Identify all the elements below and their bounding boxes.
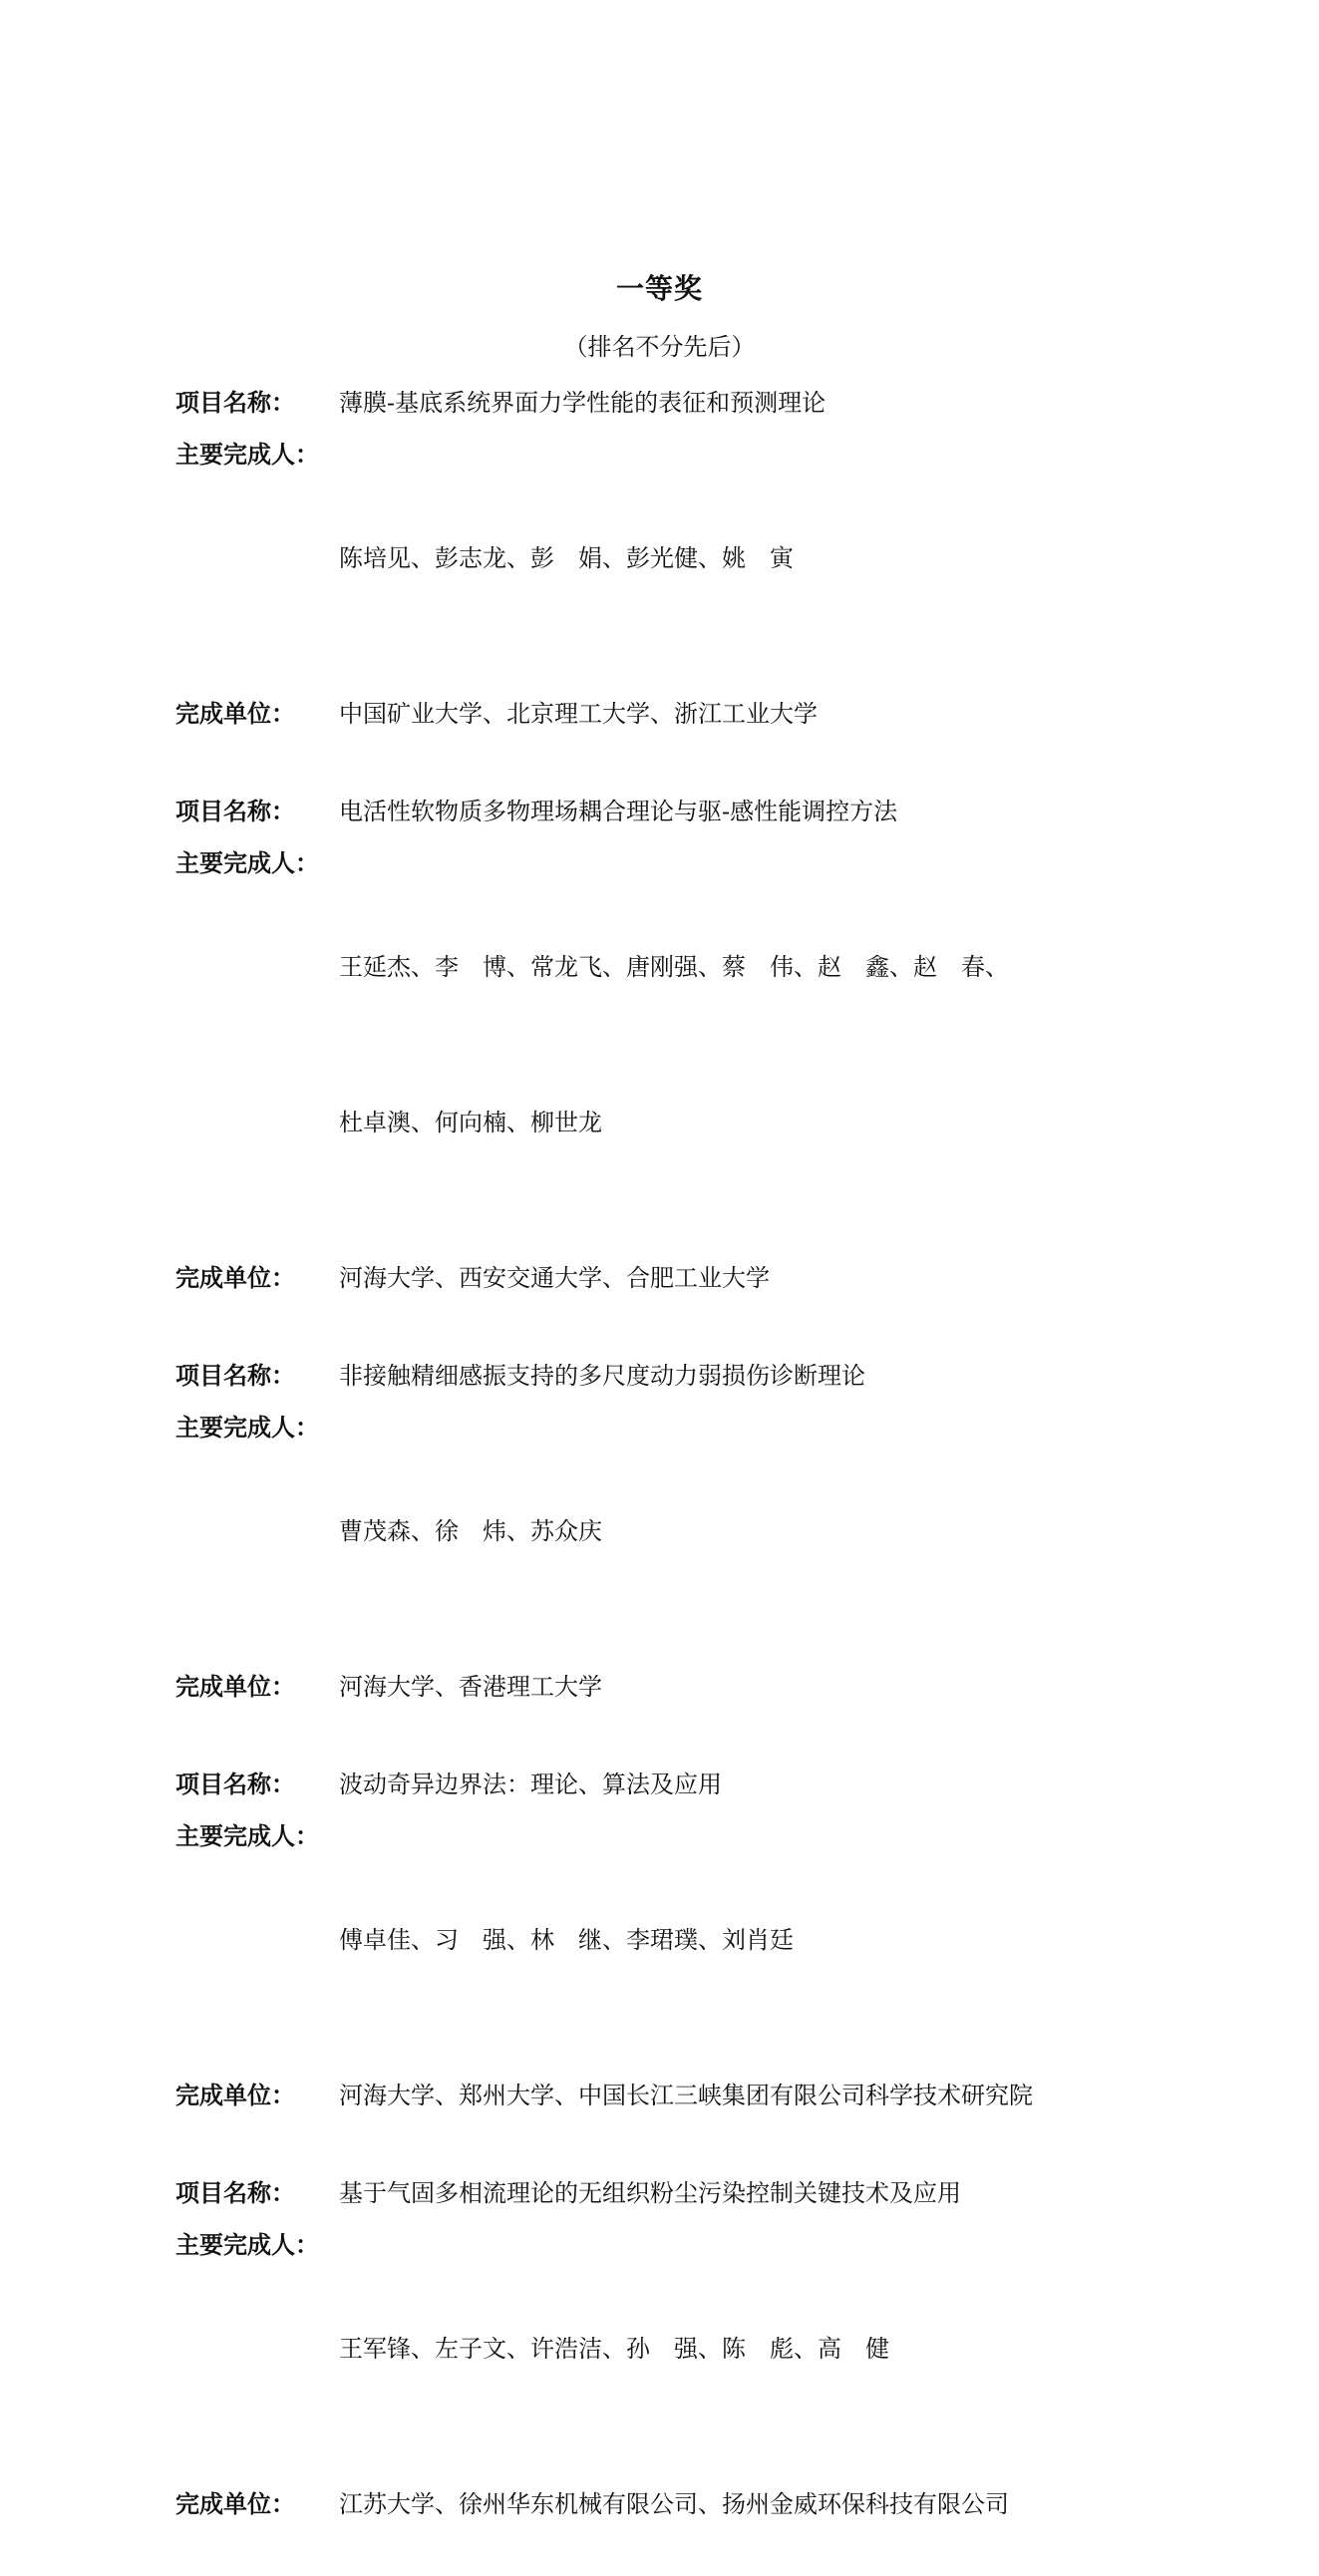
contributors-line: 傅卓佳、习 强、林 继、李珺璞、刘肖廷 <box>339 1926 794 1954</box>
project-name-label: 项目名称： <box>175 798 295 825</box>
units-value: 河海大学、香港理工大学 <box>339 1673 602 1701</box>
contributors-row <box>175 1810 1172 2070</box>
project-name-row <box>175 377 1172 429</box>
contributors-value <box>339 2219 1172 2478</box>
project-name-label: 项目名称： <box>175 389 295 417</box>
project-name-label: 项目名称： <box>175 1362 295 1390</box>
contributors-label: 主要完成人： <box>175 1822 319 1850</box>
project-name-row <box>175 1759 1172 1810</box>
contributors-value <box>339 837 1172 1252</box>
units-label: 完成单位： <box>175 700 295 728</box>
units-value: 中国矿业大学、北京理工大学、浙江工业大学 <box>339 700 818 728</box>
units-row <box>175 1661 1172 1713</box>
project-list <box>175 377 1172 2576</box>
units-value: 河海大学、郑州大学、中国长江三峡集团有限公司科学技术研究院 <box>339 2082 1033 2109</box>
project-name-row <box>175 1350 1172 1402</box>
contributors-label: 主要完成人： <box>175 1414 319 1442</box>
units-row <box>175 1252 1172 1304</box>
contributors-label: 主要完成人： <box>175 441 319 469</box>
units-value: 河海大学、西安交通大学、合肥工业大学 <box>339 1264 770 1292</box>
project-name-value: 基于气固多相流理论的无组织粉尘污染控制关键技术及应用 <box>339 2179 961 2207</box>
contributors-row <box>175 2219 1172 2478</box>
contributors-row <box>175 1402 1172 1661</box>
units-row <box>175 2478 1172 2530</box>
contributors-value <box>339 1402 1172 1661</box>
contributors-line: 王军锋、左子文、许浩洁、孙 强、陈 彪、高 健 <box>339 2335 889 2363</box>
contributors-value <box>339 429 1172 688</box>
units-value: 江苏大学、徐州华东机械有限公司、扬州金威环保科技有限公司 <box>339 2490 1009 2518</box>
units-row <box>175 688 1172 740</box>
contributors-value <box>339 1810 1172 2070</box>
units-label: 完成单位： <box>175 1673 295 1701</box>
contributors-row <box>175 837 1172 1252</box>
contributors-line: 曹茂森、徐 炜、苏众庆 <box>339 1517 602 1545</box>
units-label: 完成单位： <box>175 1264 295 1292</box>
project-entry <box>175 1350 1172 1713</box>
award-subtitle: （排名不分先后） <box>563 333 756 361</box>
units-label: 完成单位： <box>175 2490 295 2518</box>
contributors-line: 杜卓澳、何向楠、柳世龙 <box>339 1109 602 1136</box>
units-row <box>175 2070 1172 2121</box>
units-label: 完成单位： <box>175 2082 295 2109</box>
contributors-line: 陈培见、彭志龙、彭 娟、彭光健、姚 寅 <box>339 544 794 572</box>
project-name-value: 电活性软物质多物理场耦合理论与驱-感性能调控方法 <box>339 798 898 825</box>
contributors-row <box>175 429 1172 688</box>
project-name-row <box>175 786 1172 837</box>
contributors-label: 主要完成人： <box>175 849 319 877</box>
project-name-row <box>175 2167 1172 2219</box>
project-entry <box>175 786 1172 1304</box>
contributors-label: 主要完成人： <box>175 2231 319 2259</box>
project-entry <box>175 377 1172 740</box>
project-entry <box>175 1759 1172 2121</box>
project-name-value: 薄膜-基底系统界面力学性能的表征和预测理论 <box>339 389 826 417</box>
project-name-label: 项目名称： <box>175 1771 295 1798</box>
project-entry <box>175 2167 1172 2530</box>
contributors-line: 王延杰、李 博、常龙飞、唐刚强、蔡 伟、赵 鑫、赵 春、 <box>339 953 1009 981</box>
award-title: 一等奖 <box>615 272 703 305</box>
project-name-value: 波动奇异边界法：理论、算法及应用 <box>339 1771 722 1798</box>
project-name-value: 非接触精细感振支持的多尺度动力弱损伤诊断理论 <box>339 1362 865 1390</box>
project-name-label: 项目名称： <box>175 2179 295 2207</box>
